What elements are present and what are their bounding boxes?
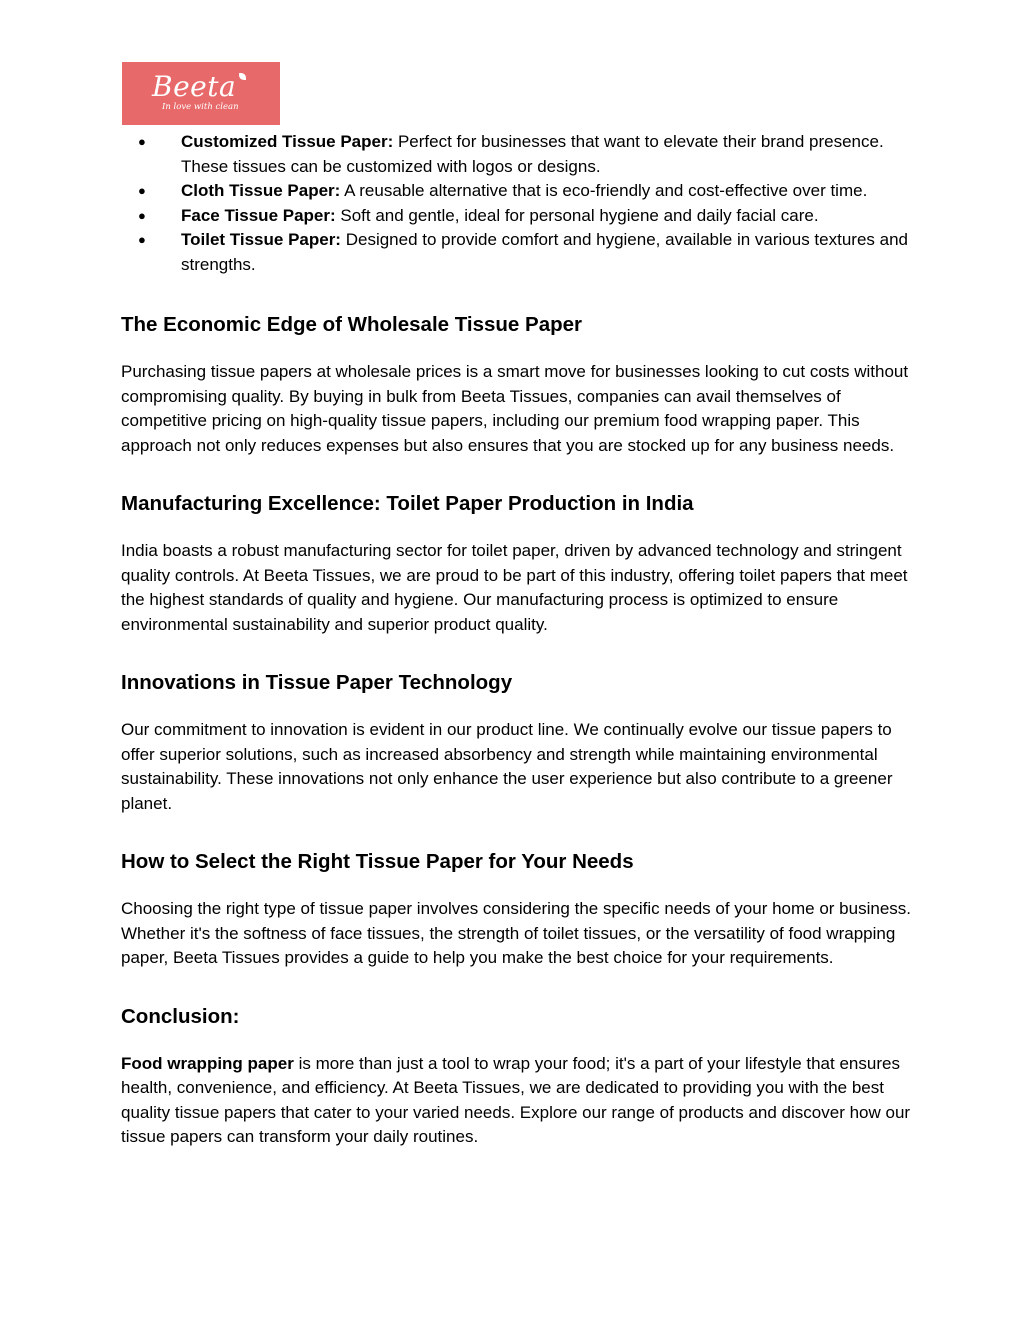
heading-economic-edge: The Economic Edge of Wholesale Tissue Paper: [121, 313, 582, 336]
heading-innovations: Innovations in Tissue Paper Technology: [121, 671, 513, 694]
document-content: [121, 130, 911, 1150]
heading-select-tissue: How to Select the Right Tissue Paper for Your Needs: [121, 850, 634, 873]
list-item: [121, 130, 911, 179]
list-item-text: Perfect for businesses that want to elevate their brand presence. These tissues can be customized with logos or designs.: [181, 132, 884, 176]
paragraph-innovations: Our commitment to innovation is evident in our product line. We continually evolve our tissue papers to offer superior solutions, such as increased absorbency and strength while maintaining environmental sustainability. These innovations not only enhance the user experience but also contribute to a greener planet.: [121, 720, 893, 813]
list-item-term: Face Tissue Paper:: [181, 205, 336, 225]
list-item-text: A reusable alternative that is eco-friendly and cost-effective over time.: [340, 181, 868, 200]
bullet-icon: ●: [138, 183, 146, 198]
list-item: [121, 204, 911, 229]
list-item: [121, 228, 911, 277]
list-item: [121, 179, 911, 204]
paragraph-manufacturing: India boasts a robust manufacturing sector for toilet paper, driven by advanced technology and stringent quality controls. At Beeta Tissues, we are proud to be part of this industry, offering toilet papers that meet the highest standards of quality and hygiene. Our manufacturing process is optimized to ensure environmental sustainability and superior product quality.: [121, 541, 908, 634]
bullet-icon: ●: [138, 207, 146, 223]
paragraph-economic-edge: Purchasing tissue papers at wholesale prices is a smart move for businesses looking to cut costs without compromising quality. By buying in bulk from Beeta Tissues, companies can avail themselves of competitive pricing on high-quality tissue papers, including our premium food wrapping paper. This approach not only reduces expenses but also ensures that you are stocked up for any business needs.: [121, 362, 909, 455]
conclusion-lead-term: Food wrapping paper: [121, 1053, 294, 1073]
list-item-text: Designed to provide comfort and hygiene, available in various textures and strengths.: [181, 230, 908, 274]
paragraph-conclusion: [121, 1052, 911, 1150]
logo-wordmark: Beeta: [152, 70, 237, 103]
heading-manufacturing: Manufacturing Excellence: Toilet Paper Production in India: [121, 492, 694, 515]
bullet-icon: ●: [138, 232, 146, 247]
tissue-types-list: [121, 130, 911, 277]
bullet-icon: ●: [138, 134, 146, 149]
conclusion-text: is more than just a tool to wrap your food; it's a part of your lifestyle that ensures health, convenience, and efficiency. At Beeta Tissues, we are dedicated to providing you with the best quality tissue papers that cater to your varied needs. Explore our range of products and discover how our tissue papers can transform your daily routines.: [121, 1053, 911, 1146]
beeta-logo: [122, 62, 280, 125]
leaf-icon: [239, 73, 246, 80]
list-item-term: Toilet Tissue Paper:: [181, 230, 341, 249]
logo-tagline: In love with clean: [162, 102, 239, 112]
list-item-text: Soft and gentle, ideal for personal hygiene and daily facial care.: [335, 205, 819, 225]
list-item-term: Cloth Tissue Paper:: [181, 181, 341, 200]
paragraph-select-tissue: Choosing the right type of tissue paper involves considering the specific needs of your home or business. Whether it's the softness of face tissues, the strength of toilet tissues, or the versatility of food wrapping paper, Beeta Tissues provides a guide to help you make the best choice for your requirements.: [121, 899, 912, 967]
list-item-term: Customized Tissue Paper:: [181, 132, 394, 151]
heading-conclusion: Conclusion:: [121, 1004, 240, 1028]
